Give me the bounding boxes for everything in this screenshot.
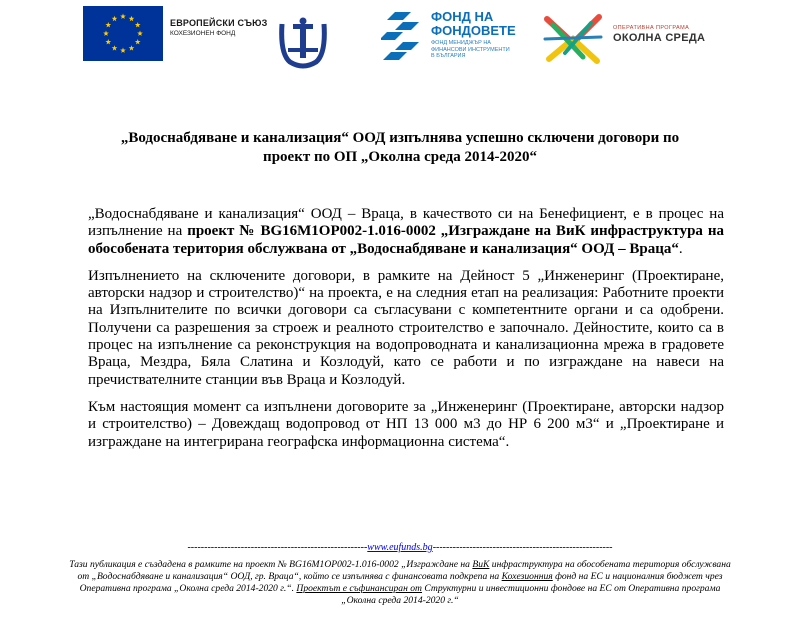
footer-text-d: Структурни и инвестиционни фондове на ЕС от Оперативна програма „Околна среда 2014-2020 г.“ xyxy=(341,583,721,606)
footer-divider xyxy=(0,542,800,553)
op-label: ОПЕРАТИВНА ПРОГРАМА xyxy=(613,25,690,31)
paragraph-3: Към настоящия момент са изпълнени договорите за „Инженеринг (Проектиране, авторски надзор и строителство) – Довеждащ водопровод от НП 13 000 м3 до НР 6 200 м3“ и „Проектиране и изграждане на интегрирана географска информационна система“. xyxy=(88,398,724,450)
viki-logo-icon xyxy=(276,14,330,70)
paragraph-1-end: . xyxy=(678,240,683,257)
logo-header xyxy=(0,0,800,90)
document-title xyxy=(90,129,710,167)
eu-flag-icon xyxy=(83,6,163,61)
eu-name: ЕВРОПЕЙСКИ СЪЮЗ xyxy=(170,18,268,28)
fund-of-funds-icon xyxy=(381,12,421,60)
paragraph-2: Изпълнението на сключените договори, в рамките на Дейност 5 „Инженеринг (Проектиране, авторски надзор и строителство)“ на проекта, е на следния етап на реализация: Работните проекти на Изпълнителите по всички договори са съгласувани с компетентните органи и са одобрени. Получени са разрешения за строеж и реалното строителство е започнало. Дейностите, които са в процес на изпълнение са реконструкция на водопроводната и канализационна мрежа в градовете Враца, Мездра, Бяла Слатина и Козлодуй, като се работи и по изграждане на навеси на пречиствателните станции във Враца и Козлодуй. xyxy=(88,267,724,388)
document-body xyxy=(88,206,724,461)
cohesion-fund-name: КОХЕЗИОНЕН ФОНД xyxy=(170,30,236,37)
fund-name-line1: ФОНД НА xyxy=(431,9,494,24)
footer-disclaimer xyxy=(63,559,737,607)
fund-subtitle: ФОНД МЕНИДЖЪР НА ФИНАНСОВИ ИНСТРУМЕНТИ В БЪЛГАРИЯ xyxy=(431,40,510,59)
footer-text-c: фонд на ЕС и националния бюджет чрез Оперативна програма „Околна среда 2014-2020 г.“. xyxy=(79,571,723,594)
project-reference: проект № BG16M1OP002-1.016-0002 „Изграждане на ВиК инфраструктура на обособената територия обслужвана от „Водоснабдяване и канализация“ ООД – Враца“ xyxy=(88,223,724,257)
paragraph-1 xyxy=(88,206,724,258)
title-line-2: проект по ОП „Околна среда 2014-2020“ xyxy=(263,149,537,165)
eu-logo-text xyxy=(170,18,267,37)
title-line-1: „Водоснабдяване и канализация“ ООД изпълнява успешно сключени договори по xyxy=(120,130,680,146)
footer-text-a: Тази публикация е създадена в рамките на проект № BG16M1OP002-1.016-0002 „Изграждане на xyxy=(69,559,473,570)
fund-of-funds-text xyxy=(431,10,516,60)
eufunds-link[interactable]: www.eufunds.bg xyxy=(367,542,433,553)
divider-dashes-right: ------------------------------------------------------ xyxy=(432,542,613,553)
op-environment-icon xyxy=(543,13,603,65)
op-environment-text xyxy=(613,25,705,44)
footer-text-u2: Кохезионния xyxy=(501,571,553,582)
paragraph-1-intro: „Водоснабдяване и канализация“ ООД – Враца, в качеството си на Бенефициент, е в процес на изпълнение на xyxy=(88,206,724,240)
fund-name-line2: ФОНДОВЕТЕ xyxy=(431,23,516,38)
footer-text-u3: Проектът е съфинансиран от xyxy=(296,583,422,594)
divider-dashes-left: ------------------------------------------------------ xyxy=(187,542,368,553)
op-name: ОКОЛНА СРЕДА xyxy=(613,32,706,44)
footer-text-u1: ВиК xyxy=(472,559,490,570)
footer-text-b: инфраструктура на обособената територия обслужвана от „Водоснабдяване и канализация“ ООД, гр. Враца“, който се изпълнява с финансовата подкрепа на xyxy=(77,559,731,582)
